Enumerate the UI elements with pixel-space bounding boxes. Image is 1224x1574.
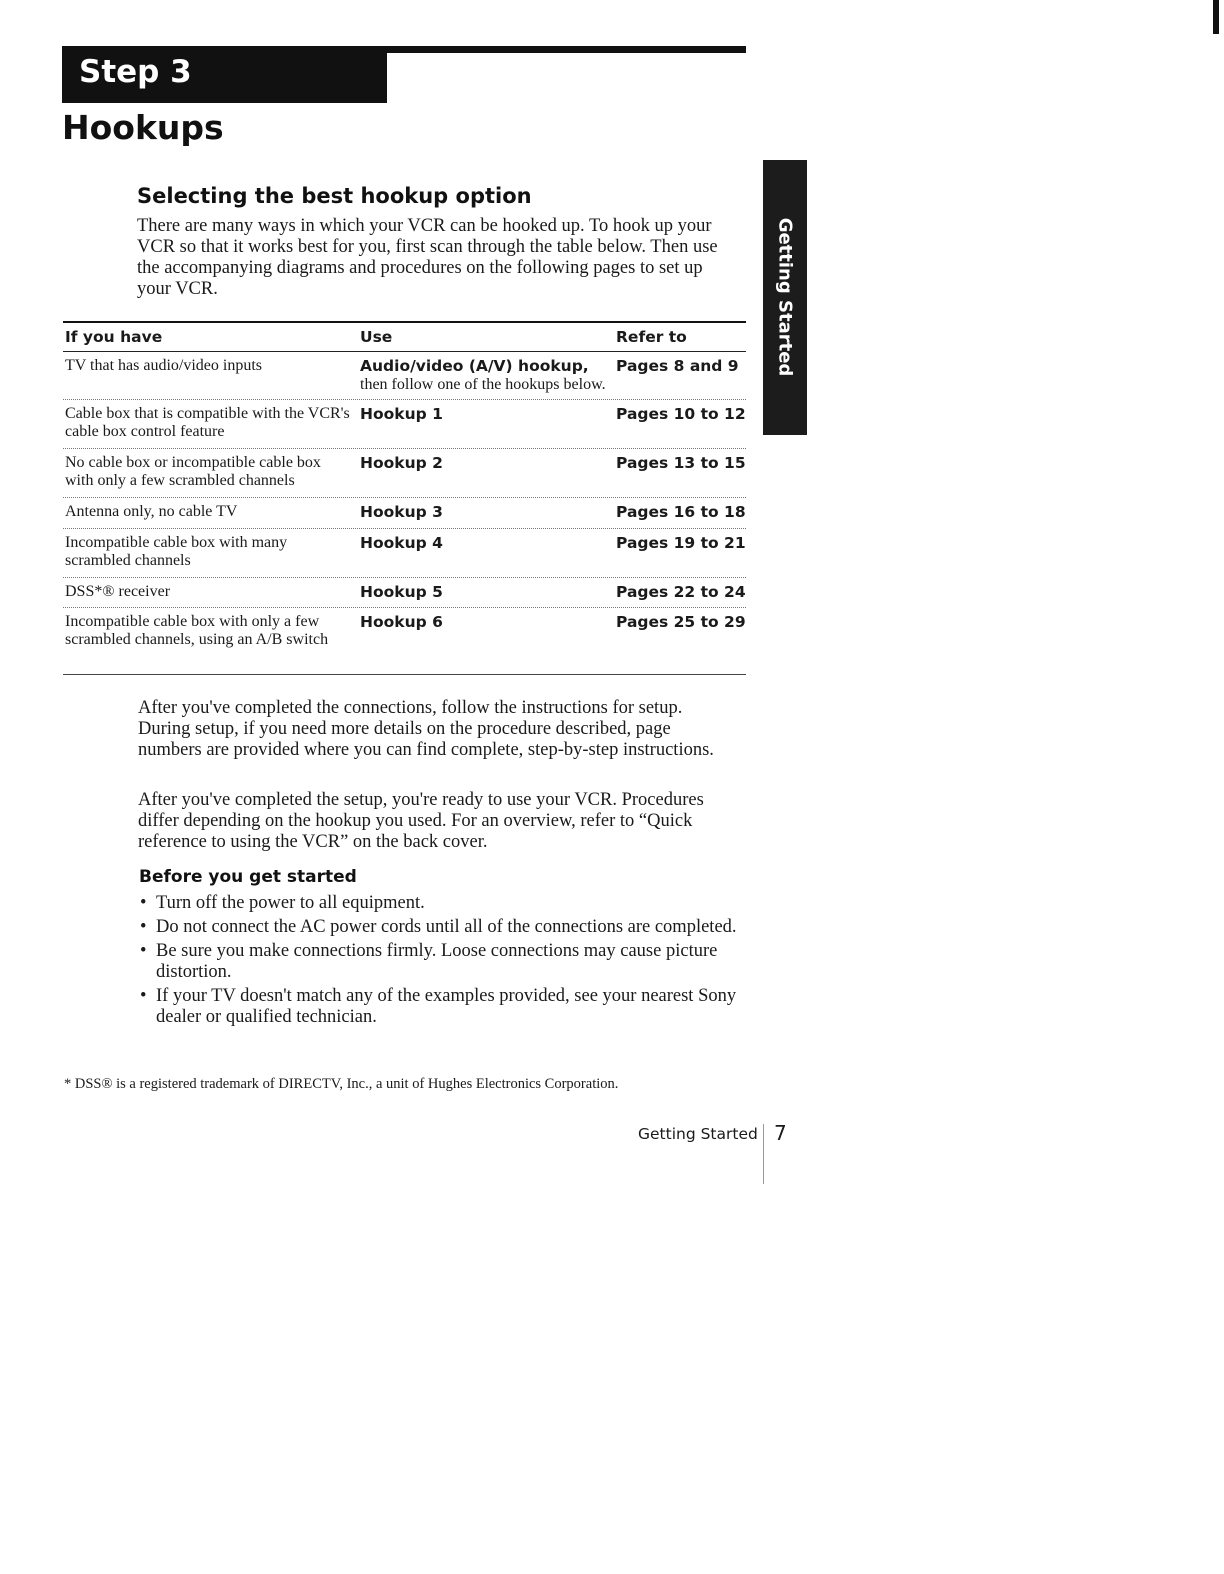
usage-paragraph: After you've completed the setup, you're ready to use your VCR. Procedures differ depending on the hookup you used. For an overview, refer to “Quick reference to using the VCR” on the back cover. xyxy=(138,790,704,852)
page-number: 7 xyxy=(774,1121,787,1145)
table-row xyxy=(63,449,746,498)
cell-refer: Pages 10 to 12 xyxy=(616,405,746,423)
table-row xyxy=(63,608,746,675)
step-label: Step 3 xyxy=(79,54,192,90)
table-header-row xyxy=(63,321,746,352)
page-title: Hookups xyxy=(62,108,224,147)
cell-refer: Pages 22 to 24 xyxy=(616,583,746,601)
intro-paragraph: There are many ways in which your VCR can be hooked up. To hook up your VCR so that it works best for you, first scan through the table below. Then use the accompanying diagrams and procedures on the following pages to set up your VCR. xyxy=(137,216,718,299)
cell-use xyxy=(360,454,610,473)
cell-use xyxy=(360,534,610,553)
use-hookup-name: Hookup 6 xyxy=(360,613,443,631)
cell-refer: Pages 8 and 9 xyxy=(616,357,739,375)
cell-have: Antenna only, no cable TV xyxy=(65,503,238,520)
table-row xyxy=(63,529,746,578)
setup-paragraph: After you've completed the connections, follow the instructions for setup. During setup, if you need more details on the procedure described, page numbers are provided where you can find complete, step-by-step instructions. xyxy=(138,698,714,760)
before-list xyxy=(138,893,738,1031)
footer-divider xyxy=(763,1124,764,1184)
cell-refer: Pages 16 to 18 xyxy=(616,503,746,521)
list-item: • If your TV doesn't match any of the examples provided, see your nearest Sony dealer or qualified technician. xyxy=(138,986,738,1028)
cell-have: Incompatible cable box with many scrambled channels xyxy=(65,534,288,569)
use-hookup-name: Hookup 5 xyxy=(360,583,443,601)
list-item: • Do not connect the AC power cords until all of the connections are completed. xyxy=(138,917,738,938)
section-heading: Selecting the best hookup option xyxy=(137,184,532,208)
cell-refer: Pages 19 to 21 xyxy=(616,534,746,552)
table-row xyxy=(63,400,746,449)
use-hookup-name: Hookup 2 xyxy=(360,454,443,472)
table-row xyxy=(63,578,746,608)
cell-use xyxy=(360,583,610,602)
list-item: • Be sure you make connections firmly. Loose connections may cause picture distortion. xyxy=(138,941,738,983)
cell-refer: Pages 13 to 15 xyxy=(616,454,746,472)
cell-use xyxy=(360,503,610,522)
use-hookup-name: Hookup 3 xyxy=(360,503,443,521)
list-item: • Turn off the power to all equipment. xyxy=(138,893,738,914)
use-note: then follow one of the hookups below. xyxy=(360,376,606,393)
use-hookup-name: Hookup 1 xyxy=(360,405,443,423)
table-row xyxy=(63,352,746,400)
side-tab-label: Getting Started xyxy=(774,217,796,377)
cell-use xyxy=(360,357,610,394)
use-hookup-name: Audio/video (A/V) hookup, xyxy=(360,357,589,375)
cell-have: Cable box that is compatible with the VCR's cable box control feature xyxy=(65,405,350,440)
cell-have: DSS*® receiver xyxy=(65,583,171,600)
cell-have: Incompatible cable box with only a few scrambled channels, using an A/B switch xyxy=(65,613,329,648)
cell-use xyxy=(360,613,610,632)
cell-use xyxy=(360,405,610,424)
cell-have: TV that has audio/video inputs xyxy=(65,357,263,374)
header-refer-to: Refer to xyxy=(616,328,687,346)
header-if-you-have: If you have xyxy=(65,328,163,346)
table-row xyxy=(63,498,746,529)
header-use: Use xyxy=(360,328,393,346)
hookup-table xyxy=(63,321,746,675)
before-heading: Before you get started xyxy=(139,867,357,887)
use-hookup-name: Hookup 4 xyxy=(360,534,443,552)
cell-refer: Pages 25 to 29 xyxy=(616,613,746,631)
trademark-footnote: * DSS® is a registered trademark of DIRECTV, Inc., a unit of Hughes Electronics Corporation. xyxy=(64,1076,619,1092)
footer-section-label: Getting Started xyxy=(638,1125,758,1143)
edge-mark xyxy=(1213,0,1219,34)
cell-have: No cable box or incompatible cable box with only a few scrambled channels xyxy=(65,454,321,489)
